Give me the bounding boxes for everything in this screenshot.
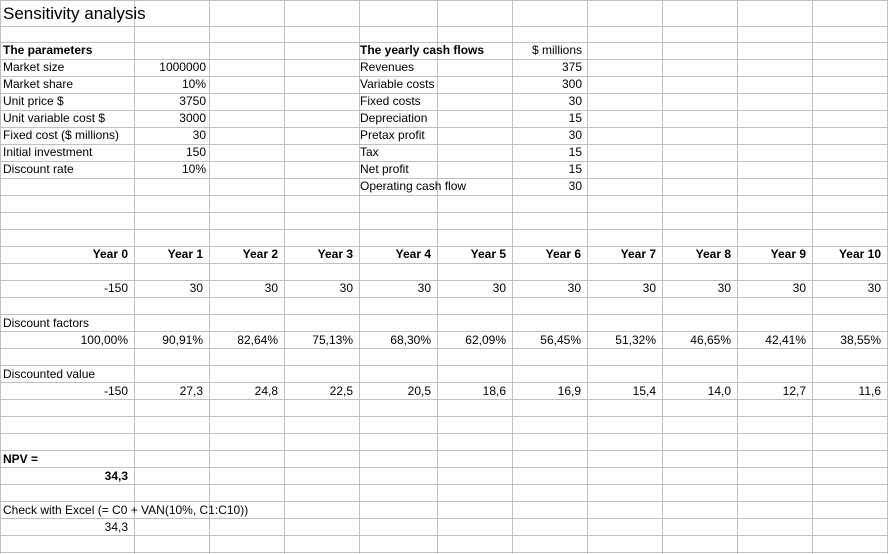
cashflows-header[interactable]: The yearly cash flows	[360, 43, 485, 57]
discount-factor-cell[interactable]: 51,32%	[615, 333, 656, 347]
cashflow-label[interactable]: Tax	[360, 145, 379, 159]
discount-factor-cell[interactable]: 75,13%	[312, 333, 353, 347]
year-header[interactable]: Year 1	[167, 247, 203, 261]
parameters-header[interactable]: The parameters	[3, 43, 93, 57]
cash-flow-cell[interactable]: 30	[867, 281, 881, 295]
discount-factor-cell[interactable]: 100,00%	[80, 333, 128, 347]
discounted-value-cell[interactable]: 24,8	[254, 384, 278, 398]
discounted-value-cell[interactable]: 20,5	[407, 384, 431, 398]
cashflow-label[interactable]: Operating cash flow	[360, 179, 467, 193]
discounted-value-cell[interactable]: 11,6	[858, 384, 881, 398]
cash-flow-cell[interactable]: 30	[339, 281, 353, 295]
cashflow-label[interactable]: Revenues	[360, 60, 415, 74]
cashflow-label[interactable]: Net profit	[360, 162, 409, 176]
discount-factor-cell[interactable]: 56,45%	[540, 333, 581, 347]
cash-flow-cell[interactable]: -150	[103, 281, 128, 295]
year-header[interactable]: Year 0	[92, 247, 128, 261]
cashflow-value[interactable]: 30	[568, 94, 582, 108]
discounted-value-cell[interactable]: 16,9	[557, 384, 581, 398]
year-header[interactable]: Year 4	[395, 247, 431, 261]
check-value[interactable]: 34,3	[104, 520, 128, 534]
cashflow-label[interactable]: Depreciation	[360, 111, 428, 125]
cashflow-value[interactable]: 375	[561, 60, 582, 74]
cashflow-value[interactable]: 15	[568, 111, 582, 125]
parameter-value[interactable]: 30	[192, 128, 206, 142]
discount-factor-cell[interactable]: 62,09%	[465, 333, 506, 347]
cash-flow-cell[interactable]: 30	[567, 281, 581, 295]
parameter-value[interactable]: 1000000	[159, 60, 206, 74]
sheet-title[interactable]: Sensitivity analysis	[3, 4, 146, 23]
discount-factors-label[interactable]: Discount factors	[3, 316, 90, 330]
discounted-value-cell[interactable]: 18,6	[482, 384, 506, 398]
discount-factor-cell[interactable]: 38,55%	[840, 333, 881, 347]
parameter-label[interactable]: Unit price $	[3, 94, 64, 108]
year-header[interactable]: Year 2	[242, 247, 278, 261]
discount-factor-cell[interactable]: 46,65%	[690, 333, 731, 347]
parameter-label[interactable]: Market share	[3, 77, 74, 91]
discounted-value-cell[interactable]: 27,3	[179, 384, 203, 398]
cashflow-value[interactable]: 15	[568, 162, 582, 176]
cashflow-value[interactable]: 30	[568, 128, 582, 142]
discounted-value-cell[interactable]: 12,7	[782, 384, 806, 398]
cashflow-label[interactable]: Pretax profit	[360, 128, 425, 142]
cash-flow-cell[interactable]: 30	[417, 281, 431, 295]
cashflow-label[interactable]: Fixed costs	[360, 94, 421, 108]
parameter-value[interactable]: 10%	[181, 77, 206, 91]
parameter-value[interactable]: 150	[185, 145, 206, 159]
parameter-label[interactable]: Initial investment	[3, 145, 93, 159]
parameter-value[interactable]: 3750	[179, 94, 206, 108]
parameter-value[interactable]: 10%	[181, 162, 206, 176]
parameter-label[interactable]: Unit variable cost $	[3, 111, 106, 125]
cashflow-value[interactable]: 300	[561, 77, 582, 91]
discount-factor-cell[interactable]: 68,30%	[390, 333, 431, 347]
year-header[interactable]: Year 8	[695, 247, 731, 261]
parameter-value[interactable]: 3000	[179, 111, 206, 125]
year-header[interactable]: Year 10	[838, 247, 881, 261]
discounted-value-cell[interactable]: -150	[103, 384, 128, 398]
cash-flow-cell[interactable]: 30	[492, 281, 506, 295]
cash-flow-cell[interactable]: 30	[792, 281, 806, 295]
parameter-label[interactable]: Market size	[3, 60, 65, 74]
discounted-value-cell[interactable]: 15,4	[632, 384, 656, 398]
year-header[interactable]: Year 5	[470, 247, 506, 261]
cash-flow-cell[interactable]: 30	[264, 281, 278, 295]
npv-label[interactable]: NPV =	[3, 452, 39, 466]
parameter-label[interactable]: Fixed cost ($ millions)	[3, 128, 120, 142]
cash-flow-cell[interactable]: 30	[717, 281, 731, 295]
cashflow-label[interactable]: Variable costs	[360, 77, 435, 91]
cash-flow-cell[interactable]: 30	[189, 281, 203, 295]
discount-factor-cell[interactable]: 42,41%	[765, 333, 806, 347]
year-header[interactable]: Year 6	[545, 247, 581, 261]
check-label[interactable]: Check with Excel (= C0 + VAN(10%, C1:C10))	[3, 503, 249, 517]
cash-flow-cell[interactable]: 30	[642, 281, 656, 295]
cashflow-value[interactable]: 30	[568, 179, 582, 193]
cashflow-value[interactable]: 15	[568, 145, 582, 159]
discount-factor-cell[interactable]: 82,64%	[237, 333, 278, 347]
year-header[interactable]: Year 9	[770, 247, 806, 261]
discounted-value-label[interactable]: Discounted value	[3, 367, 96, 381]
npv-value[interactable]: 34,3	[104, 469, 128, 483]
year-header[interactable]: Year 3	[317, 247, 353, 261]
cashflows-unit[interactable]: $ millions	[531, 43, 582, 57]
discounted-value-cell[interactable]: 22,5	[329, 384, 353, 398]
year-header[interactable]: Year 7	[620, 247, 656, 261]
discount-factor-cell[interactable]: 90,91%	[162, 333, 203, 347]
discounted-value-cell[interactable]: 14,0	[707, 384, 731, 398]
parameter-label[interactable]: Discount rate	[3, 162, 74, 176]
